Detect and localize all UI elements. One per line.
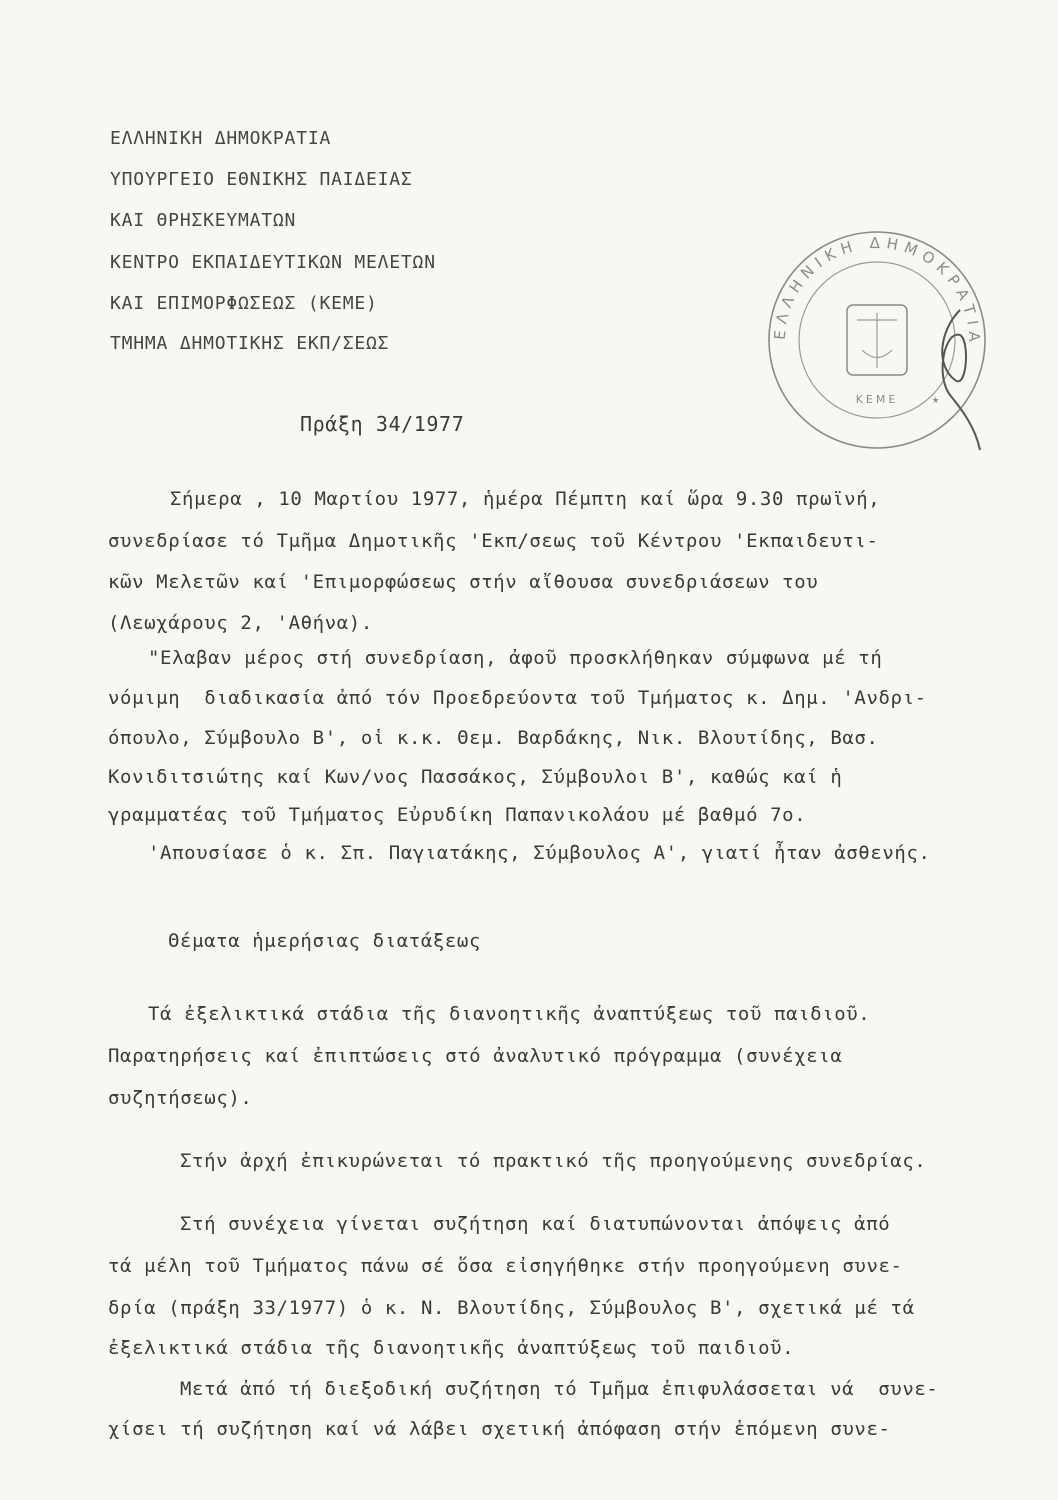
header-line-6: ΤΜΗΜΑ ΔΗΜΟΤΙΚΗΣ ΕΚΠ/ΣΕΩΣ — [110, 333, 390, 354]
body-line: τά μέλη τοῦ Τμήματος πάνω σέ ὅσα εἰσηγήθηκε στήν προηγούμενη συνε- — [108, 1255, 903, 1277]
body-line: ἐξελικτικά στάδια τῆς διανοητικῆς ἀναπτύξεως τοῦ παιδιοῦ. — [108, 1337, 795, 1359]
header-line-3: ΚΑΙ ΘΡΗΣΚΕΥΜΑΤΩΝ — [110, 210, 297, 231]
body-line: "Ελαβαν μέρος στή συνεδρίαση, ἀφοῦ προσκλήθηκαν σύμφωνα μέ τή — [148, 647, 883, 669]
body-line: συνεδρίασε τό Τμῆμα Δημοτικῆς 'Εκπ/σεως τοῦ Κέντρου 'Εκπαιδευτι- — [108, 530, 879, 552]
seal-inner-text: ΚΕΜΕ — [855, 393, 899, 406]
body-line: συζητήσεως). — [108, 1087, 253, 1109]
header-line-5: ΚΑΙ ΕΠΙΜΟΡΦΩΣΕΩΣ (ΚΕΜΕ) — [110, 293, 378, 314]
handwritten-signature — [942, 310, 980, 450]
official-seal-stamp — [762, 225, 992, 455]
header-line-4: ΚΕΝΤΡΟ ΕΚΠΑΙΔΕΥΤΙΚΩΝ ΜΕΛΕΤΩΝ — [110, 252, 436, 273]
body-line: 'Απουσίασε ὁ κ. Σπ. Παγιατάκης, Σύμβουλος Α', γιατί ἦταν ἀσθενής. — [148, 842, 931, 864]
header-line-1: ΕΛΛΗΝΙΚΗ ΔΗΜΟΚΡΑΤΙΑ — [110, 128, 332, 149]
body-line: (Λεωχάρους 2, 'Αθήνα). — [108, 612, 373, 634]
body-line: Τά ἐξελικτικά στάδια τῆς διανοητικῆς ἀναπτύξεως τοῦ παιδιοῦ. — [148, 1003, 871, 1025]
body-line: γραμματέας τοῦ Τμήματος Εὐρυδίκη Παπανικολάου μέ βαθμό 7ο. — [108, 804, 807, 826]
star-icon: ★ — [932, 392, 940, 406]
header-line-2: ΥΠΟΥΡΓΕΙΟ ΕΘΝΙΚΗΣ ΠΑΙΔΕΙΑΣ — [110, 169, 413, 190]
body-line: Μετά ἀπό τή διεξοδική συζήτηση τό Τμῆμα ἐπιφυλάσσεται νά συνε- — [180, 1378, 939, 1400]
body-line: χίσει τή συζήτηση καί νά λάβει σχετική ἀπόφαση στήν ἑπόμενη συνε- — [108, 1418, 891, 1440]
body-line: κῶν Μελετῶν καί 'Επιμορφώσεως στήν αἴθουσα συνεδριάσεων του — [108, 571, 819, 593]
body-line: Σήμερα , 10 Μαρτίου 1977, ἡμέρα Πέμπτη καί ὥρα 9.30 πρωϊνή, — [170, 488, 881, 510]
body-line: δρία (πράξη 33/1977) ὁ κ. Ν. Βλουτίδης, Σύμβουλος Β', σχετικά μέ τά — [108, 1297, 915, 1319]
document-title: Πράξη 34/1977 — [300, 412, 465, 436]
body-line: Κονιδιτσιώτης καί Κων/νος Πασσάκος, Σύμβουλοι Β', καθώς καί ἡ — [108, 766, 843, 788]
body-line: όπουλο, Σύμβουλο Β', οἱ κ.κ. Θεμ. Βαρδάκης, Νικ. Βλουτίδης, Βασ. — [108, 727, 879, 749]
section-heading: Θέματα ἡμερήσιας διατάξεως — [168, 930, 482, 952]
seal-ring-text: ΕΛΛΗΝΙΚΗ ΔΗΜΟΚΡΑΤΙΑ — [770, 233, 984, 348]
body-line: Στήν ἀρχή ἐπικυρώνεται τό πρακτικό τῆς προηγούμενης συνεδρίας. — [180, 1150, 927, 1172]
body-line: νόμιμη διαδικασία ἀπό τόν Προεδρεύοντα τοῦ Τμήματος κ. Δημ. 'Ανδρι- — [108, 687, 927, 709]
body-line: Παρατηρήσεις καί ἐπιπτώσεις στό ἀναλυτικό πρόγραμμα (συνέχεια — [108, 1045, 843, 1067]
body-line: Στή συνέχεια γίνεται συζήτηση καί διατυπώνονται ἀπόψεις ἀπό — [180, 1213, 891, 1235]
